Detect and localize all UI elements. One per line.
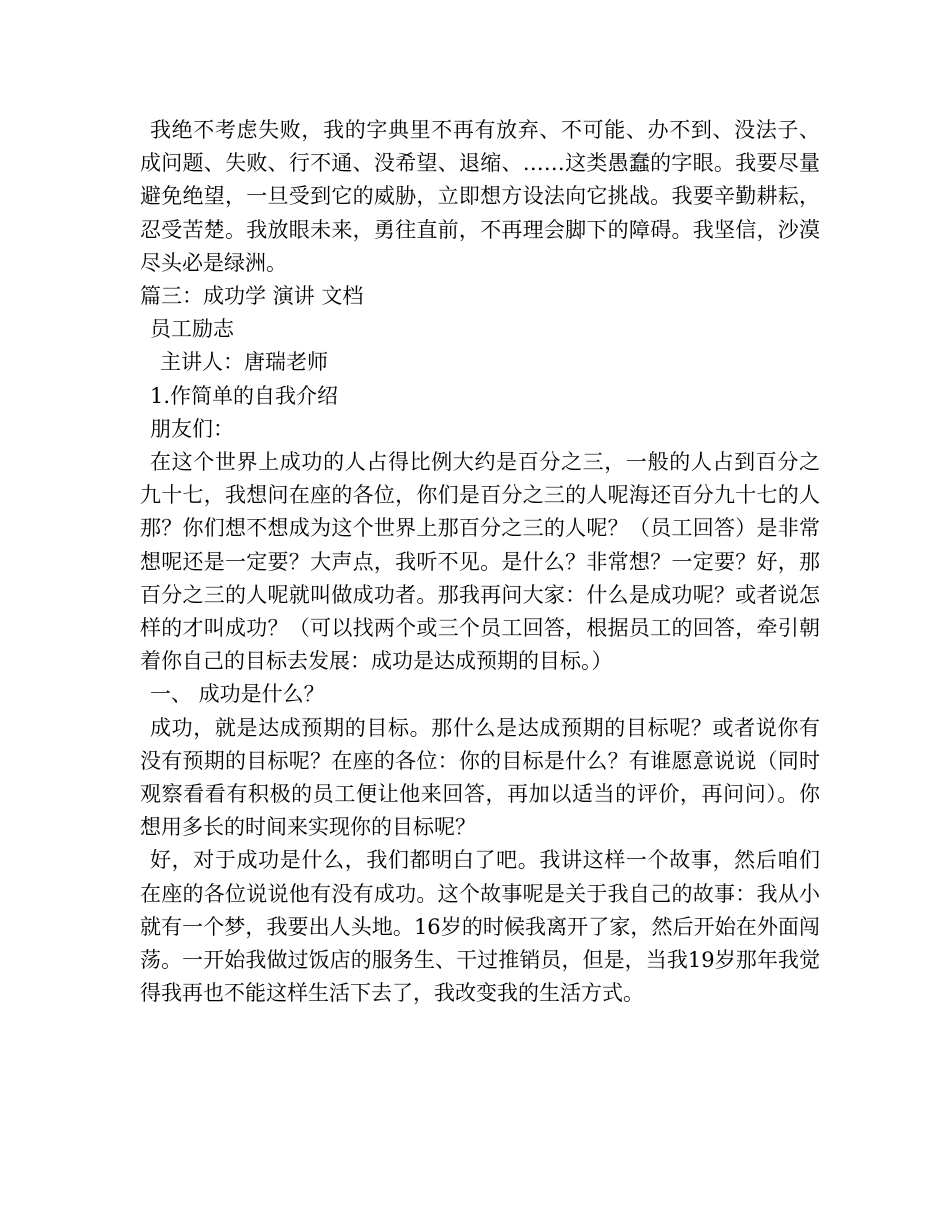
document-body: [140, 114, 820, 1010]
section-heading-chapter-three: 篇三：成功学 演讲 文档: [140, 284, 364, 309]
item-self-introduction: 1.作简单的自我介绍: [150, 383, 339, 408]
subtitle-staff-motivation: 员工励志: [150, 317, 234, 342]
paragraph-three-percent: 在这个世界上成功的人占得比例大约是百分之三，一般的人占到百分之九十七，我想问在座的各位，你们是百分之三的人呢海还百分九十七的人那？你们想不想成为这个世界上那百分之三的人呢？（员工回答）是非常想呢还是一定要？大声点，我听不见。是什么？非常想？一定要？好，那百分之三的人呢就叫做成功者。那我再问大家：什么是成功呢？或者说怎样的才叫成功？（可以找两个或三个员工回答，根据员工的回答，牵引朝着你自己的目标去发展：成功是达成预期的目标。）: [140, 450, 820, 674]
paragraph-success-definition: 成功，就是达成预期的目标。那什么是达成预期的目标呢？或者说你有没有预期的目标呢？在座的各位：你的目标是什么？有谁愿意说说（同时观察看看有积极的员工便让他来回答，再加以适当的评价，再问问）。你想用多长的时间来实现你的目标呢？: [140, 715, 820, 840]
speaker-line: 主讲人：唐瑞老师: [160, 350, 328, 375]
paragraph-personal-story: 好，对于成功是什么，我们都明白了吧。我讲这样一个故事，然后咱们在座的各位说说他有没有成功。这个故事呢是关于我自己的故事：我从小就有一个梦，我要出人头地。16岁的时候我离开了家，然后开始在外面闯荡。一开始我做过饭店的服务生、干过推销员，但是，当我19岁那年我觉得我再也不能这样生活下去了，我改变我的生活方式。: [140, 848, 820, 1006]
section-heading-what-is-success: 一、 成功是什么？: [150, 682, 325, 707]
paragraph-creed: 我绝不考虑失败，我的字典里不再有放弃、不可能、办不到、没法子、成问题、失败、行不通、没希望、退缩、……这类愚蠢的字眼。我要尽量避免绝望，一旦受到它的威胁，立即想方设法向它挑战。我要辛勤耕耘，忍受苦楚。我放眼未来，勇往直前，不再理会脚下的障碍。我坚信，沙漠尽头必是绿洲。: [140, 118, 820, 275]
greeting-line: 朋友们：: [150, 416, 234, 441]
